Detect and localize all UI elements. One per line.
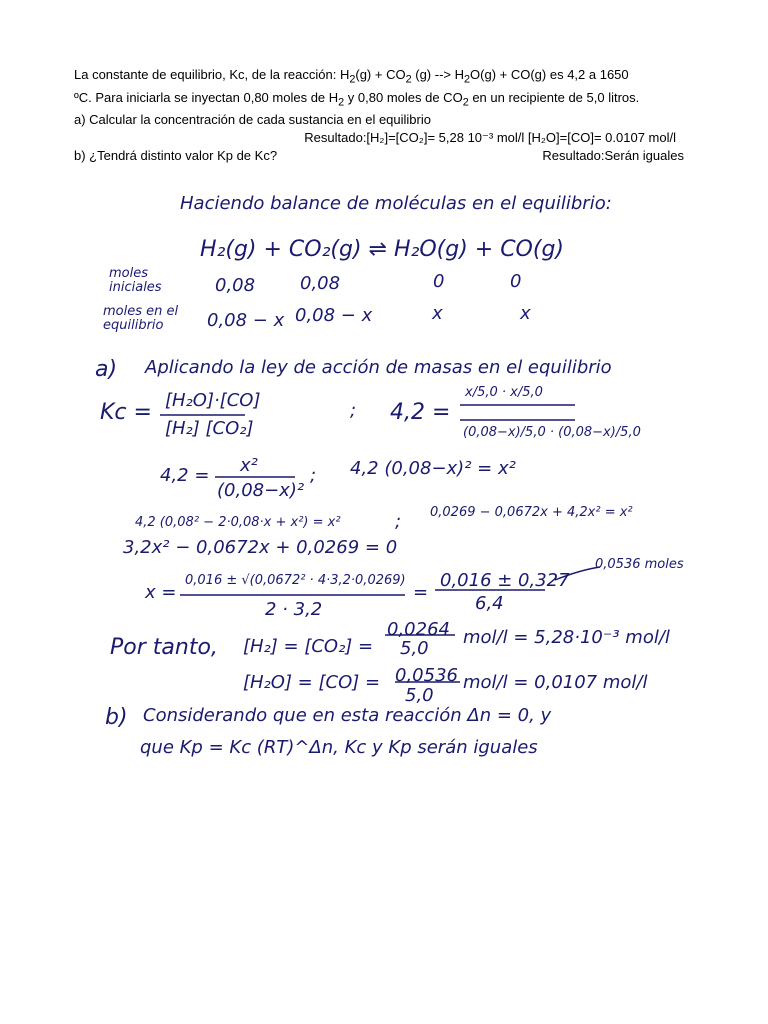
x-equals: = — [413, 582, 429, 603]
kc-sub-denominator: (0,08−x)/5,0 · (0,08−x)/5,0 — [463, 425, 641, 440]
kc-numerator: [H₂O]·[CO] — [165, 390, 261, 411]
equilibrium-h2: 0,08 − x — [207, 310, 285, 331]
x-result: 0,0536 moles — [595, 557, 684, 572]
result-a: Resultado:[H₂]=[CO₂]= 5,28 10⁻³ mol/l [H₂O]=[CO]= 0.0107 mol/l — [304, 130, 676, 146]
result-b: Resultado:Serán iguales — [542, 148, 684, 164]
question-b: b) ¿Tendrá distinto valor Kp de Kc? — [74, 148, 278, 164]
problem-text: (g) + CO — [355, 67, 406, 82]
problem-statement — [74, 66, 704, 165]
problem-text: en un recipiente de 5,0 litros. — [468, 89, 640, 105]
subscript: 2 — [349, 73, 356, 86]
question-a: a) Calcular la concentración de cada sustancia en el equilibrio — [74, 112, 431, 128]
solution-heading: Haciendo balance de moléculas en el equilibrio: — [180, 193, 612, 214]
kc-sub-numerator: x/5,0 · x/5,0 — [465, 385, 543, 400]
problem-text: y 0,80 moles de CO — [344, 89, 463, 105]
conc2-denominator: 5,0 — [405, 685, 434, 706]
equilibrium-co2: 0,08 − x — [295, 305, 373, 326]
conc1-numerator: 0,0264 — [387, 619, 450, 640]
part-b-line-1: Considerando que en esta reacción Δn = 0, y — [143, 705, 552, 726]
label-initial-moles: moles iniciales — [109, 266, 162, 295]
conc2-lhs: [H₂O] = [CO] = — [243, 672, 381, 693]
x-mid-numerator: 0,016 ± 0,327 — [440, 570, 570, 591]
eq1-separator: ; — [310, 465, 317, 486]
x-denominator: 2 · 3,2 — [265, 599, 323, 620]
eq1-numerator: x² — [240, 455, 258, 476]
conc2-rhs: mol/l = 0,0107 mol/l — [463, 672, 648, 693]
therefore-label: Por tanto, — [110, 635, 218, 660]
conc1-rhs: mol/l = 5,28·10⁻³ mol/l — [463, 627, 670, 648]
part-a-text: Aplicando la ley de acción de masas en el equilibrio — [145, 357, 612, 378]
eq3-separator: ; — [395, 511, 402, 532]
subscript: 2 — [462, 96, 469, 109]
equilibrium-co: x — [520, 303, 531, 324]
x-mid-denominator: 6,4 — [475, 593, 504, 614]
handwritten-solution — [95, 175, 685, 775]
reaction-equation: H₂(g) + CO₂(g) ⇌ H₂O(g) + CO(g) — [200, 237, 564, 262]
subscript: 2 — [464, 73, 471, 86]
kc-separator: ; — [350, 400, 357, 421]
problem-line-1 — [74, 66, 704, 89]
conc1-lhs: [H₂] = [CO₂] = — [243, 636, 374, 657]
equilibrium-h2o: x — [432, 303, 443, 324]
initial-co: 0 — [510, 271, 522, 292]
equation-2: 4,2 (0,08−x)² = x² — [350, 458, 516, 479]
label-equilibrium-moles: moles en el equilibrio — [103, 304, 179, 333]
problem-text: O(g) + CO(g) es 4,2 a 1650 — [470, 67, 629, 82]
problem-text: La constante de equilibrio, Kc, de la reacción: H — [74, 67, 350, 82]
equation-4: 0,0269 − 0,0672x + 4,2x² = x² — [430, 505, 633, 520]
problem-text: ºC. Para iniciarla se inyectan 0,80 moles de H — [74, 89, 339, 105]
x-lhs: x = — [145, 582, 177, 603]
kc-sub-lhs: 4,2 = — [390, 400, 451, 425]
x-numerator: 0,016 ± √(0,0672² · 4·3,2·0,0269) — [185, 573, 406, 588]
eq1-lhs: 4,2 = — [160, 465, 210, 486]
question-b-row — [74, 147, 704, 165]
part-a-label: a) — [95, 357, 118, 382]
conc1-denominator: 5,0 — [400, 638, 429, 659]
initial-h2: 0,08 — [215, 275, 256, 296]
subscript: 2 — [338, 96, 345, 109]
problem-text: (g) --> H — [411, 67, 464, 82]
initial-h2o: 0 — [433, 271, 445, 292]
subscript: 2 — [405, 73, 412, 86]
part-b-label: b) — [105, 705, 128, 730]
kc-denominator: [H₂] [CO₂] — [165, 418, 254, 439]
problem-line-2 — [74, 89, 704, 112]
equation-3: 4,2 (0,08² − 2·0,08·x + x²) = x² — [135, 515, 341, 530]
eq1-denominator: (0,08−x)² — [217, 480, 305, 501]
part-b-line-2: que Kp = Kc (RT)^Δn, Kc y Kp serán iguales — [140, 737, 538, 758]
kc-lhs: Kc = — [100, 400, 152, 425]
equation-5: 3,2x² − 0,0672x + 0,0269 = 0 — [123, 537, 398, 558]
conc2-numerator: 0,0536 — [395, 665, 458, 686]
initial-co2: 0,08 — [300, 273, 341, 294]
